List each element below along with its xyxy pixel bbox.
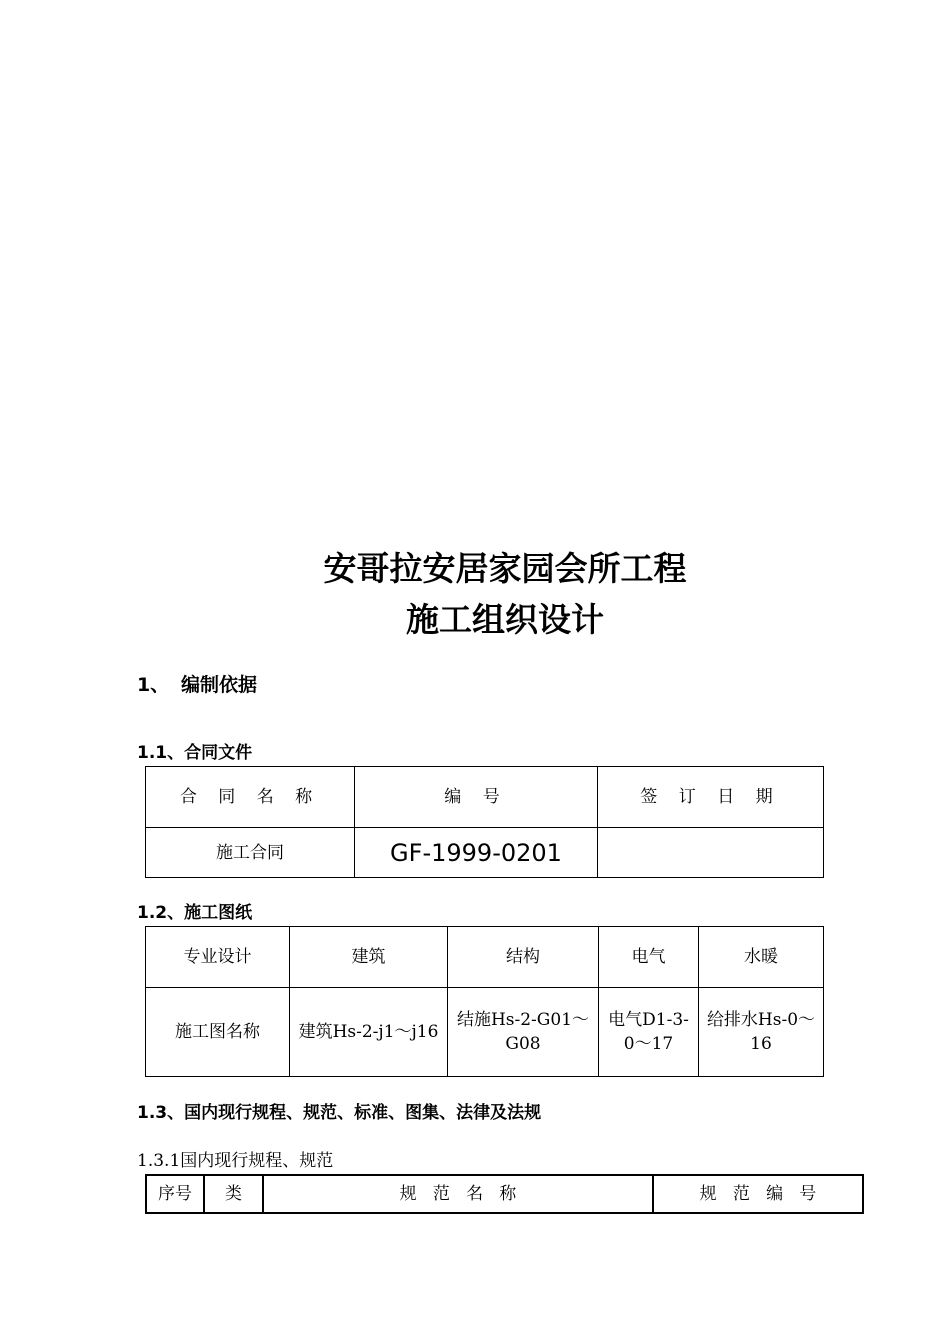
doc-title-line2: 施工组织设计 (406, 600, 604, 639)
table-header-row (146, 927, 824, 988)
header-cell: 编 号 (355, 767, 598, 828)
table-row (146, 988, 824, 1077)
header-cell: 序号 (146, 1175, 204, 1213)
header-cell: 电气 (599, 927, 699, 988)
subsection-heading-1-1: 1.1、合同文件 (137, 743, 253, 763)
spec-table (145, 1174, 864, 1214)
header-cell: 专业设计 (146, 927, 290, 988)
subsection-heading-1-3-1: 1.3.1国内现行规程、规范 (137, 1151, 334, 1171)
header-cell: 建筑 (290, 927, 448, 988)
table-header-row (146, 1175, 863, 1213)
header-cell: 规 范 编 号 (653, 1175, 863, 1213)
drawing-table (145, 926, 824, 1077)
table-cell: 结施Hs-2-G01～G08 (448, 988, 599, 1077)
header-cell: 水暖 (699, 927, 824, 988)
header-cell: 签 订 日 期 (598, 767, 824, 828)
contract-number-cell: GF-1999-0201 (355, 828, 598, 878)
table-header-row (146, 767, 824, 828)
table-cell (598, 828, 824, 878)
section-label: 编制依据 (181, 674, 258, 696)
subsection-heading-1-3: 1.3、国内现行规程、规范、标准、图集、法律及法规 (137, 1103, 542, 1123)
table-cell: 给排水Hs-0～16 (699, 988, 824, 1077)
header-cell: 合 同 名 称 (146, 767, 355, 828)
section-number: 1、 (137, 674, 170, 696)
header-cell: 结构 (448, 927, 599, 988)
table-cell: 施工合同 (146, 828, 355, 878)
subsection-heading-1-2: 1.2、施工图纸 (137, 903, 253, 923)
table-cell: 建筑Hs-2-j1～j16 (290, 988, 448, 1077)
section-heading-1 (137, 670, 257, 697)
header-cell: 规 范 名 称 (263, 1175, 653, 1213)
contract-table (145, 766, 824, 878)
table-row (146, 828, 824, 878)
table-cell: 施工图名称 (146, 988, 290, 1077)
doc-title-line1: 安哥拉安居家园会所工程 (323, 549, 687, 588)
header-cell: 类 (204, 1175, 263, 1213)
table-cell: 电气D1-3-0～17 (599, 988, 699, 1077)
